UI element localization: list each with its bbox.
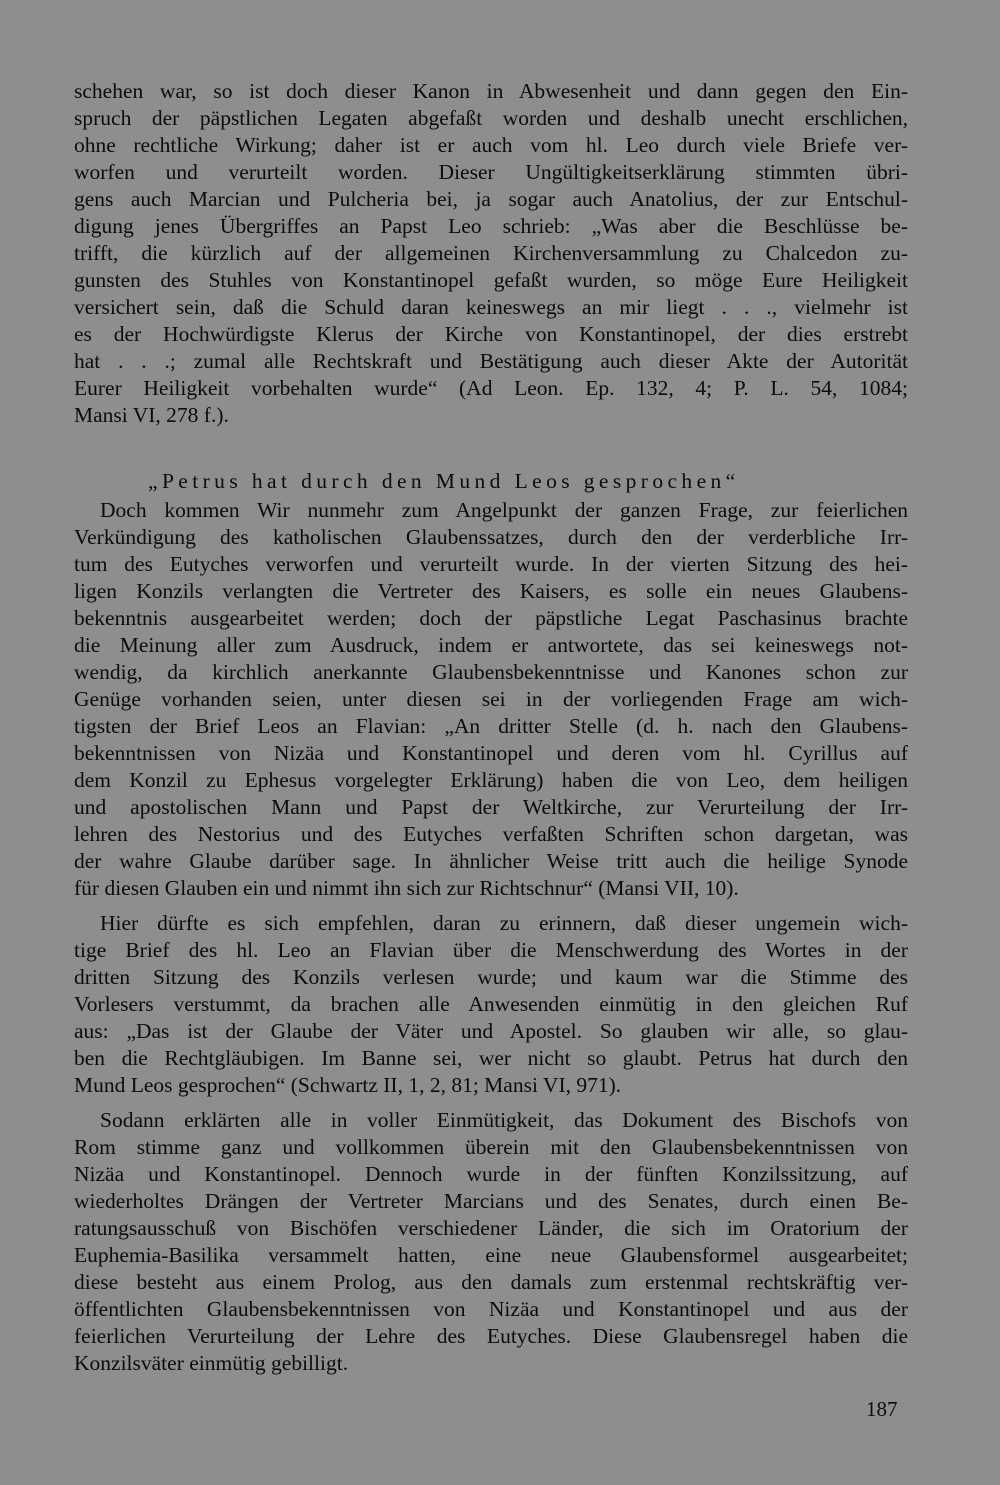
text-line: die Meinung aller zum Ausdruck, indem er antwortete, das sei keineswegs not-	[74, 633, 908, 657]
text-line: ohne rechtliche Wirkung; daher ist er auch vom hl. Leo durch viele Briefe ver-	[74, 133, 908, 157]
text-line: Genüge vorhanden seien, unter diesen sei in der vorliegenden Frage am wich-	[74, 687, 908, 711]
text-line: wiederholtes Drängen der Vertreter Marcians und des Senates, durch einen Be-	[74, 1189, 908, 1213]
paragraph-3	[74, 910, 908, 1099]
paragraph-gap	[74, 902, 908, 910]
text-line: tige Brief des hl. Leo an Flavian über die Menschwerdung des Wortes in der	[74, 938, 908, 962]
text-line: ligen Konzils verlangten die Vertreter des Kaisers, es solle ein neues Glaubens-	[74, 579, 908, 603]
paragraph-2	[74, 497, 908, 902]
text-line: wendig, da kirchlich anerkannte Glaubensbekenntnisse und Kanones schon zur	[74, 660, 908, 684]
text-line: Doch kommen Wir nunmehr zum Angelpunkt der ganzen Frage, zur feierlichen	[100, 498, 908, 522]
text-line: Verkündigung des katholischen Glaubenssatzes, durch den der verderbliche Irr-	[74, 525, 908, 549]
text-line: versichert sein, daß die Schuld daran keineswegs an mir liegt . . ., vielmehr ist	[74, 295, 908, 319]
text-line: Vorlesers verstummt, da brachen alle Anwesenden einmütig in den gleichen Ruf	[74, 992, 908, 1016]
text-line: gunsten des Stuhles von Konstantinopel gefaßt wurden, so möge Eure Heiligkeit	[74, 268, 908, 292]
text-line: spruch der päpstlichen Legaten abgefaßt worden und deshalb unecht erschlichen,	[74, 106, 908, 130]
text-line: digung jenes Übergriffes an Papst Leo schrieb: „Was aber die Beschlüsse be-	[74, 214, 908, 238]
text-line: dritten Sitzung des Konzils verlesen wurde; und kaum war die Stimme des	[74, 965, 908, 989]
text-line: bekenntnis ausgearbeitet werden; doch der päpstliche Legat Paschasinus brachte	[74, 606, 908, 630]
text-line: Hier dürfte es sich empfehlen, daran zu erinnern, daß dieser ungemein wich-	[100, 911, 908, 935]
page-number: 187	[866, 1397, 898, 1421]
text-line: dem Konzil zu Ephesus vorgelegter Erklärung) haben die von Leo, dem heiligen	[74, 768, 908, 792]
text-line: feierlichen Verurteilung der Lehre des Eutyches. Diese Glaubensregel haben die	[74, 1324, 908, 1348]
text-line: Nizäa und Konstantinopel. Dennoch wurde in der fünften Konzilssitzung, auf	[74, 1162, 908, 1186]
text-line: Euphemia-Basilika versammelt hatten, eine neue Glaubensformel ausgearbeitet;	[74, 1243, 908, 1267]
text-line: Konzilsväter einmütig gebilligt.	[74, 1351, 349, 1375]
text-line: der wahre Glaube darüber sage. In ähnlicher Weise tritt auch die heilige Synode	[74, 849, 908, 873]
text-line: Mund Leos gesprochen“ (Schwartz II, 1, 2, 81; Mansi VI, 971).	[74, 1073, 622, 1097]
text-line: hat . . .; zumal alle Rechtskraft und Bestätigung auch dieser Akte der Autorität	[74, 349, 908, 373]
text-line: schehen war, so ist doch dieser Kanon in Abwesenheit und dann gegen den Ein-	[74, 79, 908, 103]
text-line: Mansi VI, 278 f.).	[74, 403, 229, 427]
text-line: tigsten der Brief Leos an Flavian: „An dritter Stelle (d. h. nach den Glaubens-	[74, 714, 908, 738]
text-line: und apostolischen Mann und Papst der Weltkirche, zur Verurteilung der Irr-	[74, 795, 908, 819]
text-line: Rom stimme ganz und vollkommen überein mit den Glaubensbekenntnissen von	[74, 1135, 908, 1159]
text-line: tum des Eutyches verworfen und verurteilt wurde. In der vierten Sitzung des hei-	[74, 552, 908, 576]
text-line: trifft, die kürzlich auf der allgemeinen Kirchenversammlung zu Chalcedon zu-	[74, 241, 908, 265]
text-line: Eurer Heiligkeit vorbehalten wurde“ (Ad Leon. Ep. 132, 4; P. L. 54, 1084;	[74, 376, 908, 400]
text-line: öffentlichten Glaubensbekenntnissen von Nizäa und Konstantinopel und aus der	[74, 1297, 908, 1321]
page-body	[74, 78, 908, 1377]
section-heading: „Petrus hat durch den Mund Leos gesprochen“	[148, 469, 740, 493]
text-line: es der Hochwürdigste Klerus der Kirche von Konstantinopel, der dies erstrebt	[74, 322, 908, 346]
text-line: lehren des Nestorius und des Eutyches verfaßten Schriften schon dargetan, was	[74, 822, 908, 846]
text-line: gens auch Marcian und Pulcheria bei, ja sogar auch Anatolius, der zur Entschul-	[74, 187, 908, 211]
text-line: ben die Rechtgläubigen. Im Banne sei, wer nicht so glaubt. Petrus hat durch den	[74, 1046, 908, 1070]
text-line: aus: „Das ist der Glaube der Väter und Apostel. So glauben wir alle, so glau-	[74, 1019, 908, 1043]
text-line: diese besteht aus einem Prolog, aus den damals zum erstenmal rechtskräftig ver-	[74, 1270, 908, 1294]
text-line: bekenntnissen von Nizäa und Konstantinopel und deren vom hl. Cyrillus auf	[74, 741, 908, 765]
paragraph-1	[74, 78, 908, 429]
text-line: für diesen Glauben ein und nimmt ihn sich zur Richtschnur“ (Mansi VII, 10).	[74, 876, 739, 900]
text-line: ratungsausschuß von Bischöfen verschiedener Länder, die sich im Oratorium der	[74, 1216, 908, 1240]
paragraph-gap	[74, 1099, 908, 1107]
text-line: worfen und verurteilt worden. Dieser Ungültigkeitserklärung stimmten übri-	[74, 160, 908, 184]
paragraph-4	[74, 1107, 908, 1377]
text-line: Sodann erklärten alle in voller Einmütigkeit, das Dokument des Bischofs von	[100, 1108, 908, 1132]
